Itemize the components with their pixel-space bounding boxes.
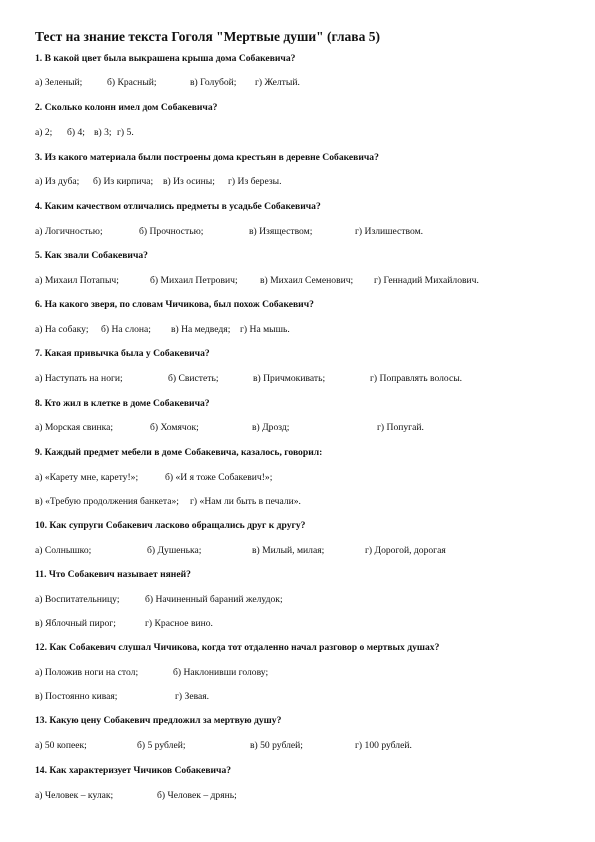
answer-line [35, 740, 555, 754]
answer-option[interactable]: г) Попугай. [377, 422, 424, 433]
answer-option[interactable]: в) Причмокивать; [253, 373, 326, 384]
answer-line [35, 691, 555, 705]
answer-option[interactable]: в) Милый, милая; [252, 545, 325, 556]
answer-option[interactable]: б) На слона; [101, 324, 151, 335]
answer-line [35, 496, 555, 510]
answer-option[interactable]: а) Наступать на ноги; [35, 373, 123, 384]
question-13: 13. Какую цену Собакевич предложил за мертвую душу? [35, 715, 282, 726]
answer-line [35, 324, 555, 338]
question-9: 9. Каждый предмет мебели в доме Собакевича, казалось, говорил: [35, 447, 323, 458]
answer-option[interactable]: в) 3; [94, 127, 112, 138]
answer-line [35, 594, 555, 608]
question-8: 8. Кто жил в клетке в доме Собакевича? [35, 398, 210, 409]
answer-option[interactable]: а) «Карету мне, карету!»; [35, 472, 139, 483]
answer-option[interactable]: г) Поправлять волосы. [370, 373, 463, 384]
answer-option[interactable]: а) Логичностью; [35, 226, 103, 237]
answer-line [35, 275, 555, 289]
question-1: 1. В какой цвет была выкрашена крыша дома Собакевича? [35, 53, 296, 64]
answer-line [35, 667, 555, 681]
answer-option[interactable]: в) Изяществом; [249, 226, 313, 237]
answer-option[interactable]: в) Постоянно кивая; [35, 691, 118, 702]
answer-option[interactable]: а) Из дуба; [35, 176, 80, 187]
answer-option[interactable]: в) Голубой; [190, 77, 237, 88]
page-title: Тест на знание текста Гоголя "Мертвые души" (глава 5) [35, 29, 380, 44]
answer-option[interactable]: в) На медведя; [171, 324, 231, 335]
answer-option[interactable]: г) 100 рублей. [355, 740, 412, 751]
answer-option[interactable]: б) Свистеть; [168, 373, 219, 384]
answer-option[interactable]: г) Из березы. [228, 176, 282, 187]
question-14: 14. Как характеризует Чичиков Собакевича? [35, 765, 232, 776]
answer-option[interactable]: б) Душенька; [147, 545, 202, 556]
answer-line [35, 545, 555, 559]
answer-option[interactable]: в) Яблочный пирог; [35, 618, 116, 629]
answer-option[interactable]: г) На мышь. [240, 324, 290, 335]
answer-option[interactable]: а) Человек – кулак; [35, 790, 114, 801]
answer-line [35, 77, 555, 91]
answer-option[interactable]: б) Михаил Петрович; [150, 275, 238, 286]
answer-option[interactable]: б) Красный; [107, 77, 157, 88]
answer-option[interactable]: а) На собаку; [35, 324, 89, 335]
answer-option[interactable]: а) Воспитательницу; [35, 594, 120, 605]
answer-option[interactable]: б) Начиненный бараний желудок; [145, 594, 283, 605]
answer-option[interactable]: б) «И я тоже Собакевич!»; [165, 472, 273, 483]
question-5: 5. Как звали Собакевича? [35, 250, 148, 261]
answer-option[interactable]: а) Зеленый; [35, 77, 83, 88]
answer-option[interactable]: г) Желтый. [255, 77, 300, 88]
answer-line [35, 618, 555, 632]
answer-line [35, 422, 555, 436]
answer-option[interactable]: а) Михаил Потапыч; [35, 275, 119, 286]
answer-option[interactable]: а) Положив ноги на стол; [35, 667, 139, 678]
question-10: 10. Как супруги Собакевич ласково обращались друг к другу? [35, 520, 306, 531]
answer-option[interactable]: г) Зевая. [175, 691, 210, 702]
answer-option[interactable]: г) Геннадий Михайлович. [374, 275, 479, 286]
answer-line [35, 176, 555, 190]
question-2: 2. Сколько колонн имел дом Собакевича? [35, 102, 218, 113]
answer-option[interactable]: г) 5. [117, 127, 134, 138]
answer-option[interactable]: а) 2; [35, 127, 53, 138]
answer-option[interactable]: г) Дорогой, дорогая [365, 545, 446, 556]
question-4: 4. Каким качеством отличались предметы в усадьбе Собакевича? [35, 201, 321, 212]
answer-option[interactable]: г) Красное вино. [145, 618, 213, 629]
question-3: 3. Из какого материала были построены дома крестьян в деревне Собакевича? [35, 152, 379, 163]
answer-option[interactable]: в) 50 рублей; [250, 740, 303, 751]
answer-option[interactable]: б) Из кирпича; [93, 176, 154, 187]
answer-line [35, 790, 555, 804]
question-12: 12. Как Собакевич слушал Чичикова, когда тот отдаленно начал разговор о мертвых душах? [35, 642, 440, 653]
answer-option[interactable]: в) Дрозд; [252, 422, 290, 433]
answer-option[interactable]: г) Излишеством. [355, 226, 424, 237]
answer-option[interactable]: б) 5 рублей; [137, 740, 186, 751]
answer-option[interactable]: б) Прочностью; [139, 226, 204, 237]
answer-option[interactable]: в) «Требую продолжения банкета»; [35, 496, 179, 507]
answer-line [35, 472, 555, 486]
question-6: 6. На какого зверя, по словам Чичикова, был похож Собакевич? [35, 299, 314, 310]
answer-option[interactable]: в) Из осины; [163, 176, 215, 187]
answer-line [35, 127, 555, 141]
answer-option[interactable]: б) Хомячок; [150, 422, 199, 433]
answer-option[interactable]: б) Наклонивши голову; [173, 667, 269, 678]
answer-option[interactable]: б) Человек – дрянь; [157, 790, 237, 801]
answer-line [35, 226, 555, 240]
answer-option[interactable]: а) 50 копеек; [35, 740, 87, 751]
answer-option[interactable]: г) «Нам ли быть в печали». [190, 496, 301, 507]
question-11: 11. Что Собакевич называет няней? [35, 569, 191, 580]
answer-option[interactable]: в) Михаил Семенович; [260, 275, 354, 286]
answer-option[interactable]: а) Морская свинка; [35, 422, 114, 433]
question-7: 7. Какая привычка была у Собакевича? [35, 348, 210, 359]
answer-line [35, 373, 555, 387]
answer-option[interactable]: б) 4; [67, 127, 85, 138]
answer-option[interactable]: а) Солнышко; [35, 545, 92, 556]
